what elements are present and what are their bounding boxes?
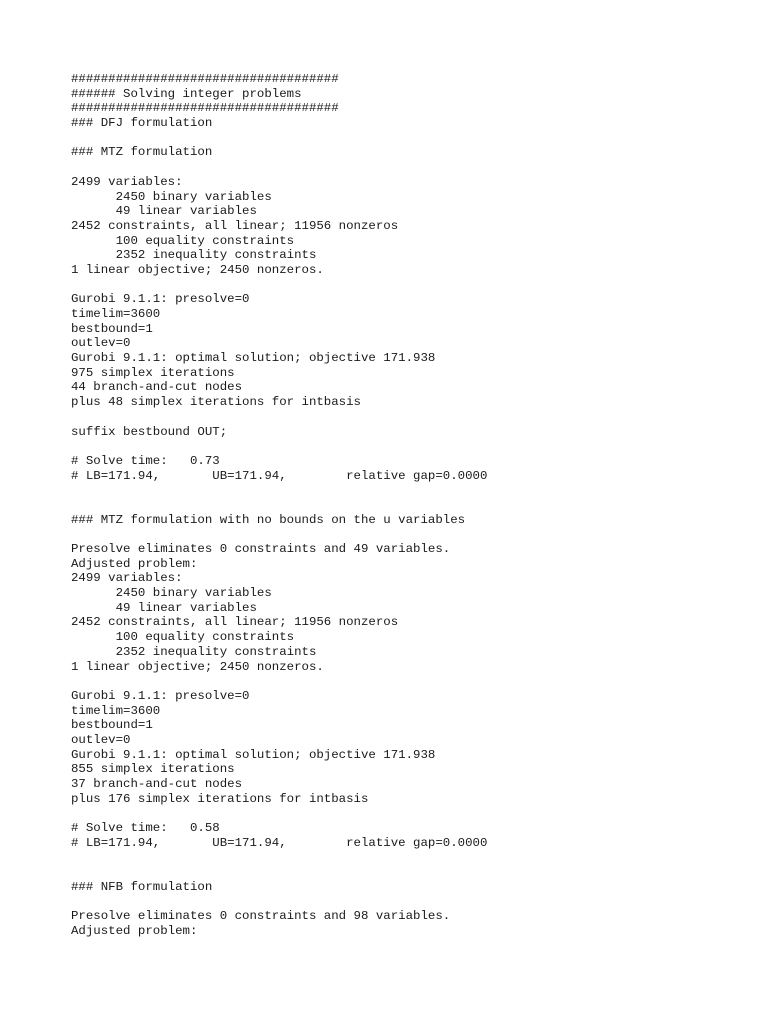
log-line: 2499 variables:: [71, 571, 183, 586]
log-line: # Solve time: 0.73: [71, 453, 220, 468]
log-line: # LB=171.94, UB=171.94, relative gap=0.0000: [71, 468, 488, 483]
log-line: [71, 850, 487, 865]
log-line: 975 simplex iterations: [71, 365, 235, 380]
log-line: ###### Solving integer problems: [71, 86, 302, 101]
log-line: [71, 895, 487, 910]
log-line: Gurobi 9.1.1: optimal solution; objective 171.938: [71, 351, 436, 366]
log-line: Gurobi 9.1.1: presolve=0: [71, 688, 250, 703]
log-line: ### MTZ formulation: [71, 145, 213, 160]
log-line: [71, 278, 487, 293]
log-line: plus 48 simplex iterations for intbasis: [71, 395, 361, 410]
log-line: 100 equality constraints: [71, 630, 295, 645]
log-line: [71, 527, 487, 542]
log-line: 2352 inequality constraints: [71, 248, 317, 263]
log-line: [71, 483, 487, 498]
log-line: 2499 variables:: [71, 174, 183, 189]
log-line: Gurobi 9.1.1: optimal solution; objective 171.938: [71, 747, 436, 762]
log-line: Presolve eliminates 0 constraints and 98 variables.: [71, 909, 451, 924]
log-line: 2450 binary variables: [71, 189, 272, 204]
log-line: # Solve time: 0.58: [71, 821, 220, 836]
log-line: 100 equality constraints: [71, 233, 295, 248]
log-line: Presolve eliminates 0 constraints and 49 variables.: [71, 542, 451, 556]
log-line: 44 branch-and-cut nodes: [71, 380, 243, 395]
log-line: # LB=171.94, UB=171.94, relative gap=0.0000: [71, 835, 488, 850]
log-line: Adjusted problem:: [71, 923, 198, 938]
log-line: 37 branch-and-cut nodes: [71, 777, 243, 791]
log-line: 2452 constraints, all linear; 11956 nonzeros: [71, 218, 399, 233]
log-line: 1 linear objective; 2450 nonzeros.: [71, 659, 324, 674]
log-line: ####################################: [71, 72, 339, 86]
log-line: [71, 498, 487, 513]
log-line: 49 linear variables: [71, 600, 257, 615]
log-line: outlev=0: [71, 732, 131, 747]
log-line: [71, 674, 487, 689]
log-line: bestbound=1: [71, 321, 153, 336]
log-line: ### DFJ formulation: [71, 116, 213, 131]
log-line: outlev=0: [71, 336, 131, 351]
log-line: 855 simplex iterations: [71, 762, 235, 777]
log-line: 2352 inequality constraints: [71, 644, 317, 659]
log-line: bestbound=1: [71, 718, 153, 733]
log-line: Adjusted problem:: [71, 556, 198, 571]
log-line: 2450 binary variables: [71, 586, 272, 601]
solver-log-text: [71, 72, 487, 939]
log-line: 49 linear variables: [71, 204, 257, 219]
log-line: ### NFB formulation: [71, 879, 213, 894]
log-line: 1 linear objective; 2450 nonzeros.: [71, 262, 324, 277]
log-line: [71, 131, 487, 146]
log-line: plus 176 simplex iterations for intbasis: [71, 791, 369, 806]
log-line: ### MTZ formulation with no bounds on the u variables: [71, 512, 466, 527]
log-line: [71, 439, 487, 454]
log-line: timelim=3600: [71, 703, 161, 718]
log-line: 2452 constraints, all linear; 11956 nonzeros: [71, 615, 399, 630]
log-line: [71, 806, 487, 821]
log-line: [71, 410, 487, 425]
log-line: Gurobi 9.1.1: presolve=0: [71, 292, 250, 307]
log-line: ####################################: [71, 101, 339, 116]
log-line: suffix bestbound OUT;: [71, 424, 228, 439]
log-line: timelim=3600: [71, 307, 161, 321]
log-line: [71, 160, 487, 175]
log-line: [71, 865, 487, 880]
